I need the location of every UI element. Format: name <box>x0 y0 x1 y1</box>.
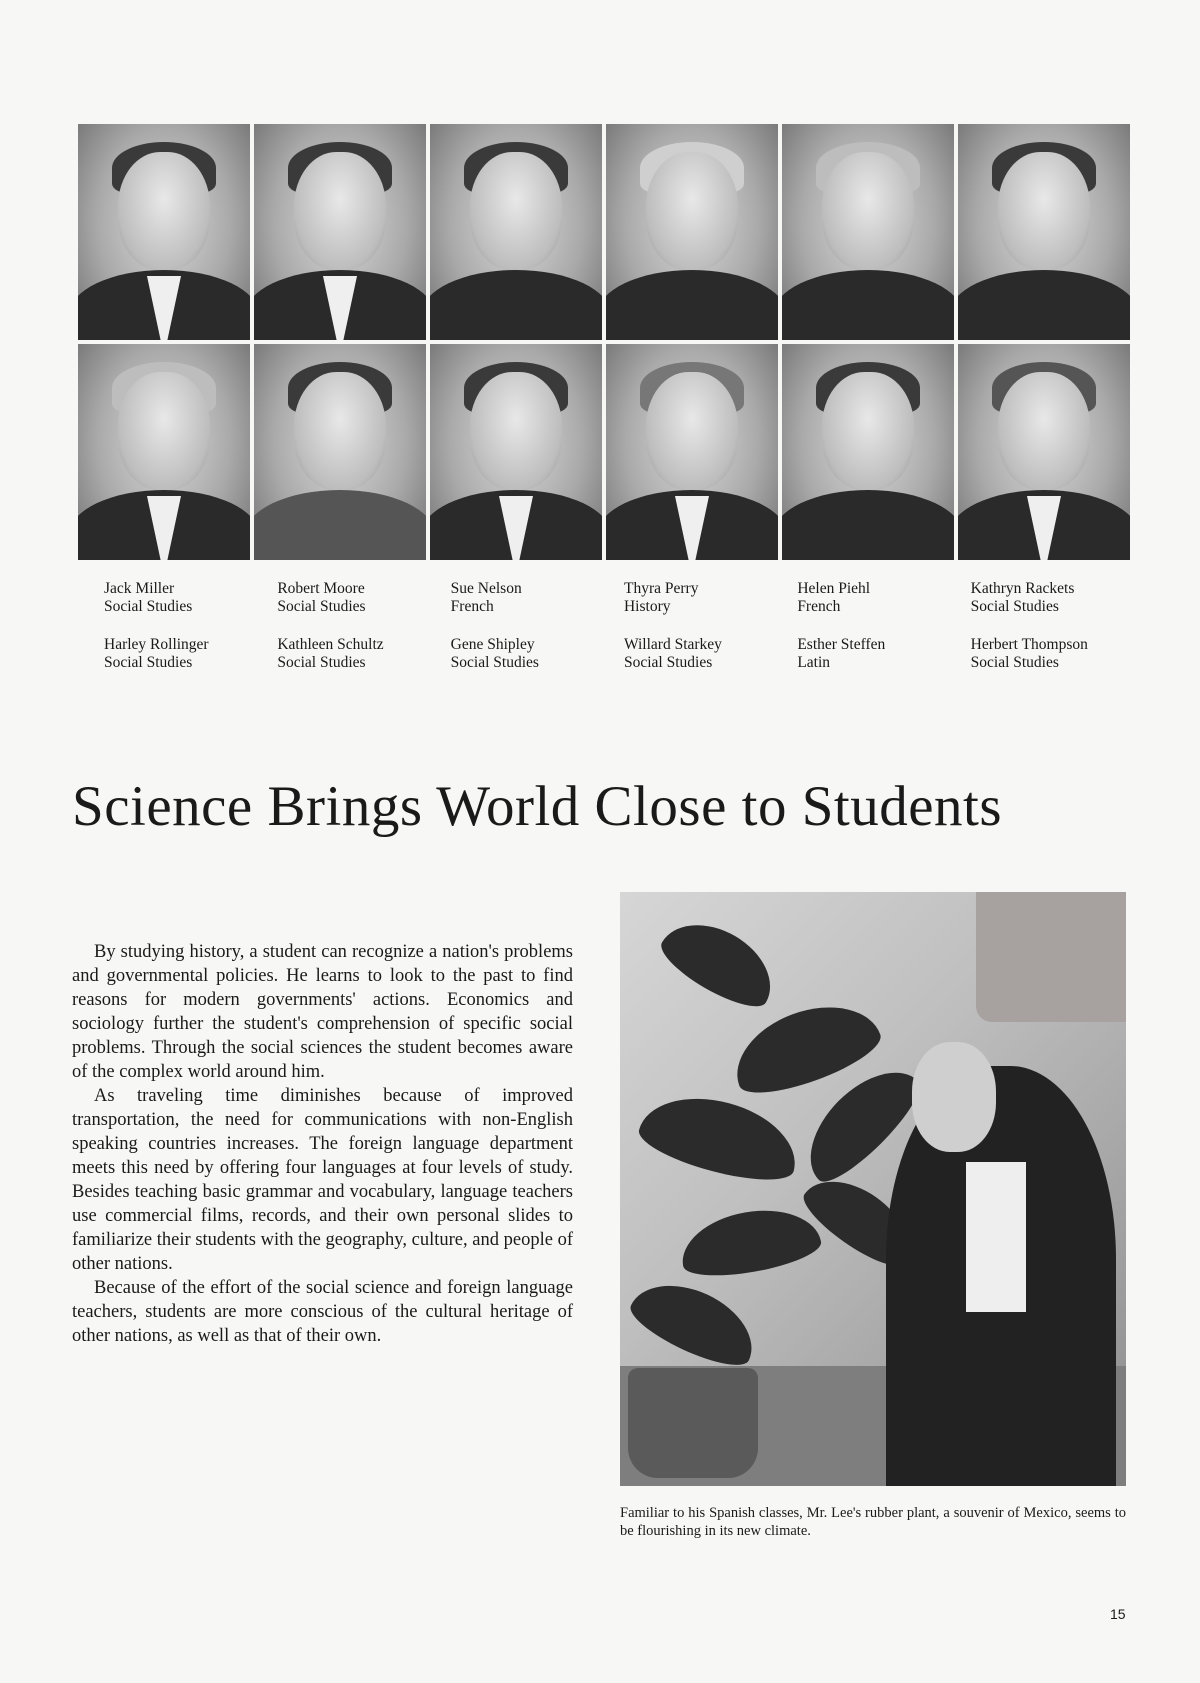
teacher-name: Helen Piehl <box>797 580 871 597</box>
portrait-photo <box>430 124 602 340</box>
page-headline: Science Brings World Close to Students <box>72 775 1003 838</box>
portrait-photo <box>782 344 954 560</box>
teacher-name: Kathryn Rackets <box>970 580 1075 597</box>
teacher-subject: Social Studies <box>970 598 1059 615</box>
article-paragraph: By studying history, a student can recognize a nation's problems and governmental policies. He learns to look to the past to find reasons for modern governments' actions. Economics and sociology further the student's comprehension of specific social problems. Through the social sciences the student becomes aware of the complex world around him. <box>72 942 573 1082</box>
teacher-subject: Social Studies <box>104 654 193 671</box>
article-paragraph: As traveling time diminishes because of improved transportation, the need for communications with non-English speaking countries increases. The foreign language department meets this need by offering four languages at four levels of study. Besides teaching basic grammar and vocabulary, language teachers use commercial films, records, and their own personal slides to familiarize their students with the geography, culture, and people of other nations. <box>72 1086 573 1274</box>
teacher-caption <box>451 636 624 672</box>
teacher-subject: History <box>623 598 671 615</box>
portrait-grid <box>78 124 1132 564</box>
teacher-subject: Social Studies <box>970 654 1059 671</box>
teacher-caption <box>971 580 1144 616</box>
portrait-photo <box>958 124 1130 340</box>
teacher-name: Esther Steffen <box>797 636 886 653</box>
teacher-caption <box>624 636 797 672</box>
teacher-caption <box>624 580 797 616</box>
teacher-subject: Social Studies <box>277 598 366 615</box>
portrait-photo <box>78 124 250 340</box>
teacher-name: Gene Shipley <box>450 636 535 653</box>
teacher-name: Thyra Perry <box>623 580 699 597</box>
teacher-subject: French <box>797 598 841 615</box>
teacher-name: Kathleen Schultz <box>277 636 384 653</box>
teacher-name: Jack Miller <box>104 580 175 597</box>
teacher-caption <box>104 580 277 616</box>
teacher-subject: French <box>450 598 494 615</box>
portrait-photo <box>606 124 778 340</box>
teacher-caption <box>451 580 624 616</box>
teacher-caption <box>277 636 450 672</box>
teacher-subject: Social Studies <box>623 654 713 671</box>
portrait-photo <box>782 124 954 340</box>
teacher-subject: Latin <box>797 654 831 671</box>
photo-caption: Familiar to his Spanish classes, Mr. Lee's rubber plant, a souvenir of Mexico, seems to be flourishing in its new climate. <box>620 1505 1126 1539</box>
article-body <box>72 940 573 1348</box>
teacher-caption <box>971 636 1144 672</box>
portrait-row-2 <box>78 344 1132 560</box>
teacher-captions <box>104 580 1144 672</box>
caption-row-2 <box>104 636 1144 672</box>
teacher-name: Herbert Thompson <box>970 636 1088 653</box>
portrait-photo <box>254 124 426 340</box>
portrait-row-1 <box>78 124 1132 340</box>
portrait-photo <box>958 344 1130 560</box>
page-number: 15 <box>1110 1606 1126 1622</box>
teacher-caption <box>277 580 450 616</box>
teacher-caption <box>797 580 970 616</box>
teacher-name: Harley Rollinger <box>104 636 209 653</box>
teacher-name: Willard Starkey <box>623 636 722 653</box>
teacher-caption <box>104 636 277 672</box>
portrait-photo <box>254 344 426 560</box>
caption-row-1 <box>104 580 1144 616</box>
portrait-photo <box>78 344 250 560</box>
teacher-subject: Social Studies <box>104 598 193 615</box>
article-paragraph: Because of the effort of the social science and foreign language teachers, students are more conscious of the cultural heritage of other nations, as well as that of their own. <box>72 1278 573 1346</box>
teacher-caption <box>797 636 970 672</box>
feature-photo <box>620 892 1126 1486</box>
portrait-photo <box>606 344 778 560</box>
portrait-photo <box>430 344 602 560</box>
teacher-name: Sue Nelson <box>450 580 522 597</box>
teacher-name: Robert Moore <box>277 580 365 597</box>
teacher-subject: Social Studies <box>277 654 366 671</box>
teacher-subject: Social Studies <box>450 654 539 671</box>
